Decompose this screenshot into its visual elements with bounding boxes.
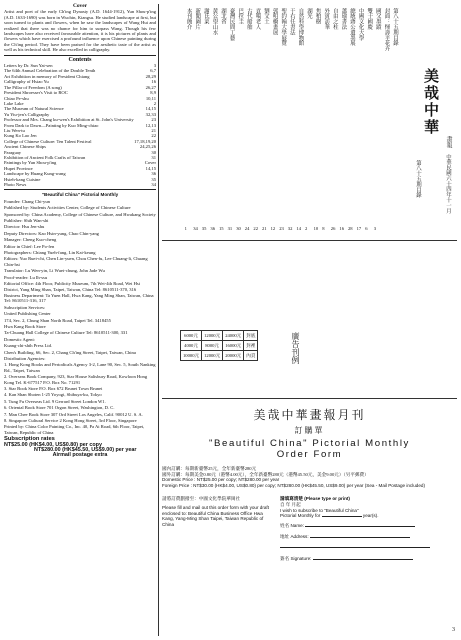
vertical-toc-page: 12	[270, 226, 276, 231]
credit-line: Proof-reader: Lu Ih-ssu	[4, 274, 48, 280]
pictorial-label: Pictorial Monthly for	[280, 513, 321, 519]
contents-item-page: 22	[151, 133, 156, 139]
rate-per-year: NT$280.00 (HK$45.50, US$9.00) per year	[34, 447, 137, 454]
contents-item-title: Letters by Dr. Sun Yat-sen	[4, 63, 53, 69]
magazine-name: "Beautiful China" Pictorial Monthly	[41, 192, 119, 198]
vertical-toc-title: 巴拉圭	[237, 8, 244, 25]
vertical-toc-title: 雙十國慶	[366, 8, 373, 30]
contents-item-title: Calligraphy of Hsiao Yu	[4, 79, 49, 85]
address-label-cn: 地址	[280, 534, 290, 540]
contents-item-title: Paintings by Yun Shou-p'ing	[4, 160, 57, 166]
ad-rate-cell: 20000元	[223, 351, 244, 361]
domestic-price-cn: 國內訂購：每期新臺幣25元，全年新臺幣280元	[162, 466, 257, 471]
contents-item-page: Cover	[144, 160, 156, 166]
name-label: Name:	[290, 522, 305, 528]
vertical-toc-title: 外賓訪華	[323, 8, 330, 30]
page-number: 3	[452, 627, 455, 634]
contents-item-page: 23	[151, 117, 156, 123]
contents-item-page: 8,9	[150, 90, 156, 96]
contents-item-title: Liu Wen-tu	[4, 127, 25, 133]
contents-item-page: 21	[151, 127, 156, 133]
contents-item-page: 36	[151, 171, 156, 177]
ad-rate-cell: 4000元	[181, 341, 202, 351]
vertical-toc-title: 于右任書法	[288, 8, 295, 35]
vertical-toc-page: 35	[201, 226, 207, 231]
address-field[interactable]	[310, 537, 410, 538]
address-label: Address:	[290, 534, 309, 540]
vertical-toc-title: 封面：惲壽平花卉	[383, 8, 390, 52]
contents-item-page: 26,27	[145, 84, 156, 90]
contents-item-title: Hsieh-kang Cuisine	[4, 176, 41, 182]
remit-block	[162, 496, 272, 561]
contents-item-title: Lake Lake	[4, 100, 24, 106]
credit-line: Distribution Agencies:	[4, 355, 46, 361]
credit-line: 4. Kan Shan Shoten 1-25 Yoyogi, Shibuya-ku, Tokyo	[4, 392, 102, 398]
vertical-toc-page: 23	[279, 226, 284, 231]
credits-list	[4, 199, 156, 435]
ad-rate-cell: 封裡	[244, 341, 258, 351]
issue-label: 第八十五期目錄	[415, 160, 421, 198]
vertical-toc-title: 總統蔣公遺墨展	[349, 8, 355, 46]
credit-line: 174, Sec. 2, Chung Shan North Road, Taipei Tel. 3418455	[4, 317, 111, 323]
ad-rate-cell: 12000元	[202, 351, 223, 361]
vertical-contents	[162, 4, 457, 320]
vertical-toc-page: 28	[348, 226, 353, 231]
vertical-toc-title: 本刊簡介	[185, 8, 192, 30]
contents-item-page: 32,33	[145, 111, 156, 117]
overseas-price-cn: 國外訂購：每期美金0.80元（港幣4.00元），全年新臺幣280元（港幣45.50元，美金9.00元）（另平郵費）	[162, 471, 369, 477]
vertical-toc-title: 蕭瑜書法	[340, 8, 347, 30]
vertical-toc-page: 6	[365, 226, 368, 231]
address-field-2[interactable]	[280, 547, 430, 548]
contents-item-page: 31	[151, 154, 156, 160]
remit-instructions-en: Please fill and mail out this order form with your draft enclosed to: Beautiful China Business Office Hwa Kang, Yang-Ming Shan Taipei, Taiwan Republic of China	[162, 504, 269, 527]
address-line-2	[280, 544, 457, 550]
credit-line: Hwa Kang Book Store	[4, 323, 46, 329]
credit-line: 6. Oriental Book Store 701 Orgon Street, Washington, D. C.	[4, 405, 115, 411]
contents-item-title: Professor and Mrs. Chang ku-wen's Exhibition at St. John's University	[4, 117, 134, 123]
ad-rate-row	[181, 341, 258, 351]
ad-rate-cell: 24000元	[223, 331, 244, 341]
name-row	[280, 523, 457, 529]
airmail-note: Airmail postage extra	[52, 452, 108, 459]
credit-line: 8. Singapore Cultural Service 2 Kong Hong Street, 3rd Floor, Singapore	[4, 418, 137, 424]
vertical-toc-page: 2	[305, 226, 308, 231]
vertical-toc-title: 湖北省	[220, 8, 226, 25]
vertical-toc-page: 17	[356, 226, 362, 231]
credit-line: Editor in Chief: Lee Po-fen	[4, 243, 55, 249]
contents-item-title: Yu Yiu-jen's Calligraphy	[4, 111, 50, 117]
name-label-cn: 姓名	[280, 522, 290, 528]
contents-item-title: Hupei Province	[4, 165, 33, 171]
vertical-toc-title: 國父墨蹟	[374, 8, 381, 30]
cover-description: Artist and poet of the early Ch'ing Dynasty (A.D. 1644-1912), Yun Shou-p'ing (A.D. 1633-1690) was born in Wuchin, Kiangsu. He studied landscape at first, but soon turned to plants and flowers, when he saw the landscapes of Wang Hui and realized that there was no chance for him to surpass Wang. Though his few landscapes have also received favourable attention, it is his pictures of plants and flowers which have exercised a profound influence upon Chinese painting during the Ch'ing period. They have been praised for the aesthetic taste of the artist as well as his technical skill. He also excelled in calligraphy.	[4, 9, 156, 53]
vertical-toc-title: 黃公望山水	[211, 8, 218, 35]
vertical-toc-page: 21	[262, 226, 267, 231]
contents-item-page: 12,13	[145, 122, 156, 128]
subscription-rates-heading: Subscription rates	[4, 436, 55, 443]
issue-date: 中華民國六十四年十一月	[445, 154, 451, 214]
vertical-toc-page: 24	[244, 226, 250, 231]
contents-item-page: 30	[151, 149, 156, 155]
contents-item-page: 2	[153, 100, 156, 106]
print-instruction: 請填寫清楚 (Please type or print)	[280, 496, 350, 502]
section-rule	[162, 398, 457, 399]
contents-heading: Contents	[68, 56, 92, 63]
cover-heading: Cover	[72, 3, 88, 9]
masthead-subtitle: 畫報	[445, 136, 451, 148]
divider	[4, 189, 156, 190]
contents-item-title: The 64th Annual Celebration of the Double Tenth	[4, 68, 96, 74]
contents-item-page: 17,18,19,20	[134, 138, 156, 144]
ad-rate-cell: 內頁	[244, 351, 258, 361]
subscribe-text: I wish to subscribe to "Beautiful China"	[280, 507, 359, 513]
subscription-duration-row	[280, 513, 457, 519]
name-field[interactable]	[305, 526, 415, 527]
order-form-bottom	[162, 496, 457, 561]
vertical-toc-page: 10	[313, 226, 319, 231]
contents-item-title: The Museum of Natural Science	[4, 106, 64, 112]
credit-line: Editors: Yuo Ruei-chi, Chen Lin-yuen, Chou Chen-fu, Lee Chuang-li, Chuang Chin-hsi	[4, 256, 148, 267]
contents-item-page: 14,15	[145, 165, 156, 171]
years-label: year(s).	[362, 513, 379, 519]
contents-item-page: 28,29	[145, 73, 156, 79]
ad-rate-cell: 12000元	[202, 331, 223, 341]
ad-rate-cell: 10000元	[181, 351, 202, 361]
vertical-toc-page: 16	[339, 226, 344, 231]
vertical-toc-page: 34	[193, 226, 198, 231]
vertical-toc-title: 自由之柱	[331, 8, 338, 30]
credit-line: 5. Tung Fu Overseas Ltd. 9 Gerrard Street London W1.	[4, 398, 106, 404]
order-form-subtitle-cn: 訂購單	[294, 426, 325, 435]
contents-item-title: Landscape by Huang Kung-wang	[4, 171, 66, 177]
vertical-toc-title: 新聞圖片	[194, 8, 201, 30]
vertical-toc-title: 劉文土	[263, 8, 269, 25]
credit-line: Kuang-chi-shih Press Ltd.	[4, 343, 53, 349]
vertical-toc-page: 36	[210, 226, 215, 231]
vertical-toc-page: 15	[219, 226, 224, 231]
start-date-cn: 自 年 月起	[280, 501, 301, 507]
signature-field[interactable]	[313, 559, 413, 560]
divider	[4, 55, 156, 56]
credit-line: Director: Hsu Jen-shu	[4, 224, 45, 230]
contents-item-page: 3	[153, 63, 156, 69]
vertical-toc-title: 焦柏樹	[314, 8, 321, 25]
remit-instructions-cn: 請將訂費劃撥至：中國文化學院華岡社	[162, 496, 241, 502]
signature-label: Signature:	[290, 555, 312, 561]
contents-item-title: Photo News	[4, 182, 27, 187]
credit-line: Business Department: Ta Yuen Hall, Hwa Kang, Yang Ming Shan, Taiwan, China Tel: 8610511-316, 317	[4, 292, 154, 304]
credit-line: Ta-Chuang Hall College of Chinese Culture Tel: 8610511-300, 331	[4, 330, 128, 336]
credit-line: 2. Overseas Book Company, 923, Star House Salisbury Road, Kowloon Hong Kong Tel. K-677517 P.O. Box No. 71291	[4, 374, 148, 385]
vertical-toc-page: 14	[296, 226, 301, 231]
credit-line: Domestic Agent:	[4, 336, 36, 342]
vertical-toc-page: 32	[287, 226, 293, 231]
contents-item-page: 24,25,26	[139, 144, 156, 150]
credit-line: 3. Star Book Store P.O. Box 672 Brunei Town Brunei	[4, 386, 103, 391]
ad-rate-cell: 8000元	[202, 341, 223, 351]
vertical-toc-page: 8	[322, 226, 325, 231]
contents-item-page: 10,11	[145, 95, 156, 101]
vertical-toc-title: 臺灣民間工藝	[228, 8, 235, 41]
signature-row	[280, 556, 457, 562]
vertical-toc-title: 謝氏菜	[202, 8, 209, 25]
vertical-toc-page: 3	[373, 226, 377, 231]
vertical-toc-page: 30	[236, 226, 241, 231]
vertical-toc-title: 第八十五期目錄	[392, 8, 398, 46]
vertical-toc-page: 26	[330, 226, 336, 231]
section-rule	[162, 240, 457, 241]
left-column	[4, 4, 156, 636]
column-divider	[158, 4, 159, 636]
vertical-toc-title: 聖約翰大學展覽	[280, 8, 287, 46]
vertical-toc-title: 中國文化大學	[357, 8, 364, 41]
order-form-title-en: "Beautiful China" Pictorial Monthly	[209, 438, 410, 449]
ad-rate-row	[181, 331, 258, 341]
vertical-toc-page: 22	[253, 226, 258, 231]
contents-item-page: 34	[151, 182, 156, 187]
address-row	[280, 534, 457, 540]
credit-line: Publisher: Shih Wan-shi	[4, 218, 49, 224]
vertical-toc-title: 郭明橋畫展	[271, 8, 278, 35]
contents-item-title: President Shroesser's Visit to ROC	[4, 90, 68, 96]
foreign-price-en: Foreign Price : NT$30.00 (HK$4.00, US$0.80) per copy; NT$280.00 (HK$45.50, US$9.00) per year (Sea - Mail Postage included)	[162, 482, 426, 488]
credit-line: Chen's Building, 66, Sec. 2, Chang Ch'ing Street, Taipei, Taiwan, China	[4, 349, 136, 355]
rate-per-copy: NT$25.00 (HK$4.00, US$0.80) per copy	[4, 441, 102, 448]
vertical-toc-page: 31	[227, 226, 233, 231]
credit-line: Editorial Office: 4th Floor, Publicity Museum, 7th Wei-4th Road, Wei Hsi District, Yang Ming Shan, Taipei, Taiwan, China Tel: 8610511-370, 316	[4, 281, 140, 292]
vertical-toc-title: 貢噶老人	[254, 8, 261, 30]
contents-item-page: 35	[151, 176, 156, 182]
credit-line: Published by: Students Activities Center, College of Chinese Culture	[4, 205, 131, 211]
credit-line: Printed by: China Color Painting Co., Inc. 40, Pa Ai Road, 6th Floor, Taipei, Taiwan, Republic of China	[4, 424, 145, 435]
credit-line: Deputy Directors: Kao Hsin-yung, Chao Chin-yang	[4, 230, 99, 236]
credit-line: Translator: Lu Wen-yin, Li Wuei-chung, John Jade Wu	[4, 268, 105, 274]
domestic-price-en: Domestic Price : NT$25.00 per copy; NT$280.00 per year	[162, 477, 280, 483]
contents-item	[4, 182, 156, 187]
contents-item-title: Kung Ko Lao Jen	[4, 133, 37, 139]
credit-line: 7. Man Chee Book Store 307 Ord Street Los Angeles, Calif. 90012 U. S. A.	[4, 411, 143, 417]
vertical-toc-title: 湖光	[306, 8, 312, 19]
form-fields	[272, 496, 457, 561]
contents-item-title: From Dark to Dawn—Painting by Kuo Ming-chiao	[4, 122, 99, 128]
years-field[interactable]	[322, 516, 362, 517]
vertical-toc-title: 古代船舶	[245, 8, 252, 30]
contents-item-title: Exhibition of Ancient Folk Crafts of Taiwan	[4, 154, 86, 160]
ad-rate-cell: 6000元	[181, 331, 202, 341]
order-form-subtitle-en: Order Form	[276, 449, 343, 460]
ad-rate-cell: 16000元	[223, 341, 244, 351]
ad-rates-block	[180, 330, 450, 364]
ad-rate-row	[181, 351, 258, 361]
credit-line: United Publishing Center	[4, 311, 51, 317]
ad-rate-cell: 封底	[244, 331, 258, 341]
credit-line: Manager: Cheng Kuo-cheng	[4, 237, 57, 243]
credit-line: Subscription Services:	[4, 304, 46, 310]
credit-line: Founder: Chang Chi-yun	[4, 198, 50, 204]
ad-rates-title: 廣告刊例	[291, 332, 300, 364]
credit-line: 1. Hong Kong Books and Periodicals Agency 3-2, Lane 90, Sec. 5, South Nanking Rd., Taipei, Taiwan	[4, 362, 156, 373]
order-form	[162, 400, 457, 636]
contents-item-page: 14,15	[145, 106, 156, 112]
contents-item-title: Art Exhibition in memory of President Chiang	[4, 73, 90, 79]
vertical-toc-page: 1	[184, 226, 187, 231]
order-form-title-cn: 美哉中華畫報月刊	[253, 408, 366, 422]
contents-item-title: Paraguay	[4, 149, 22, 155]
contents-item-title: The Pillar of Freedom (A song)	[4, 84, 62, 90]
ad-rates-table	[180, 330, 258, 361]
masthead-title: 美哉中華	[422, 68, 438, 136]
contents-list	[4, 63, 156, 187]
credit-line: Sponsored by: China Academy, College of Chinese Culture, and Hwakang Society	[4, 211, 156, 217]
contents-item-title: Chiao Pe-shu	[4, 95, 29, 101]
contents-item-page: 6,7	[150, 68, 156, 74]
contents-item-page: 16	[151, 79, 156, 85]
credit-line: Photographers: Chiang Yueh-fang, Lin Kai-keung	[4, 250, 96, 256]
contents-item-title: College of Chinese Culture: Ten Talent Festival	[4, 138, 92, 144]
contents-item-title: Ancient Chinese Ships	[4, 144, 46, 150]
signature-label-cn: 簽名	[280, 555, 290, 561]
vertical-toc-title: 自然科學博物館	[297, 8, 304, 46]
